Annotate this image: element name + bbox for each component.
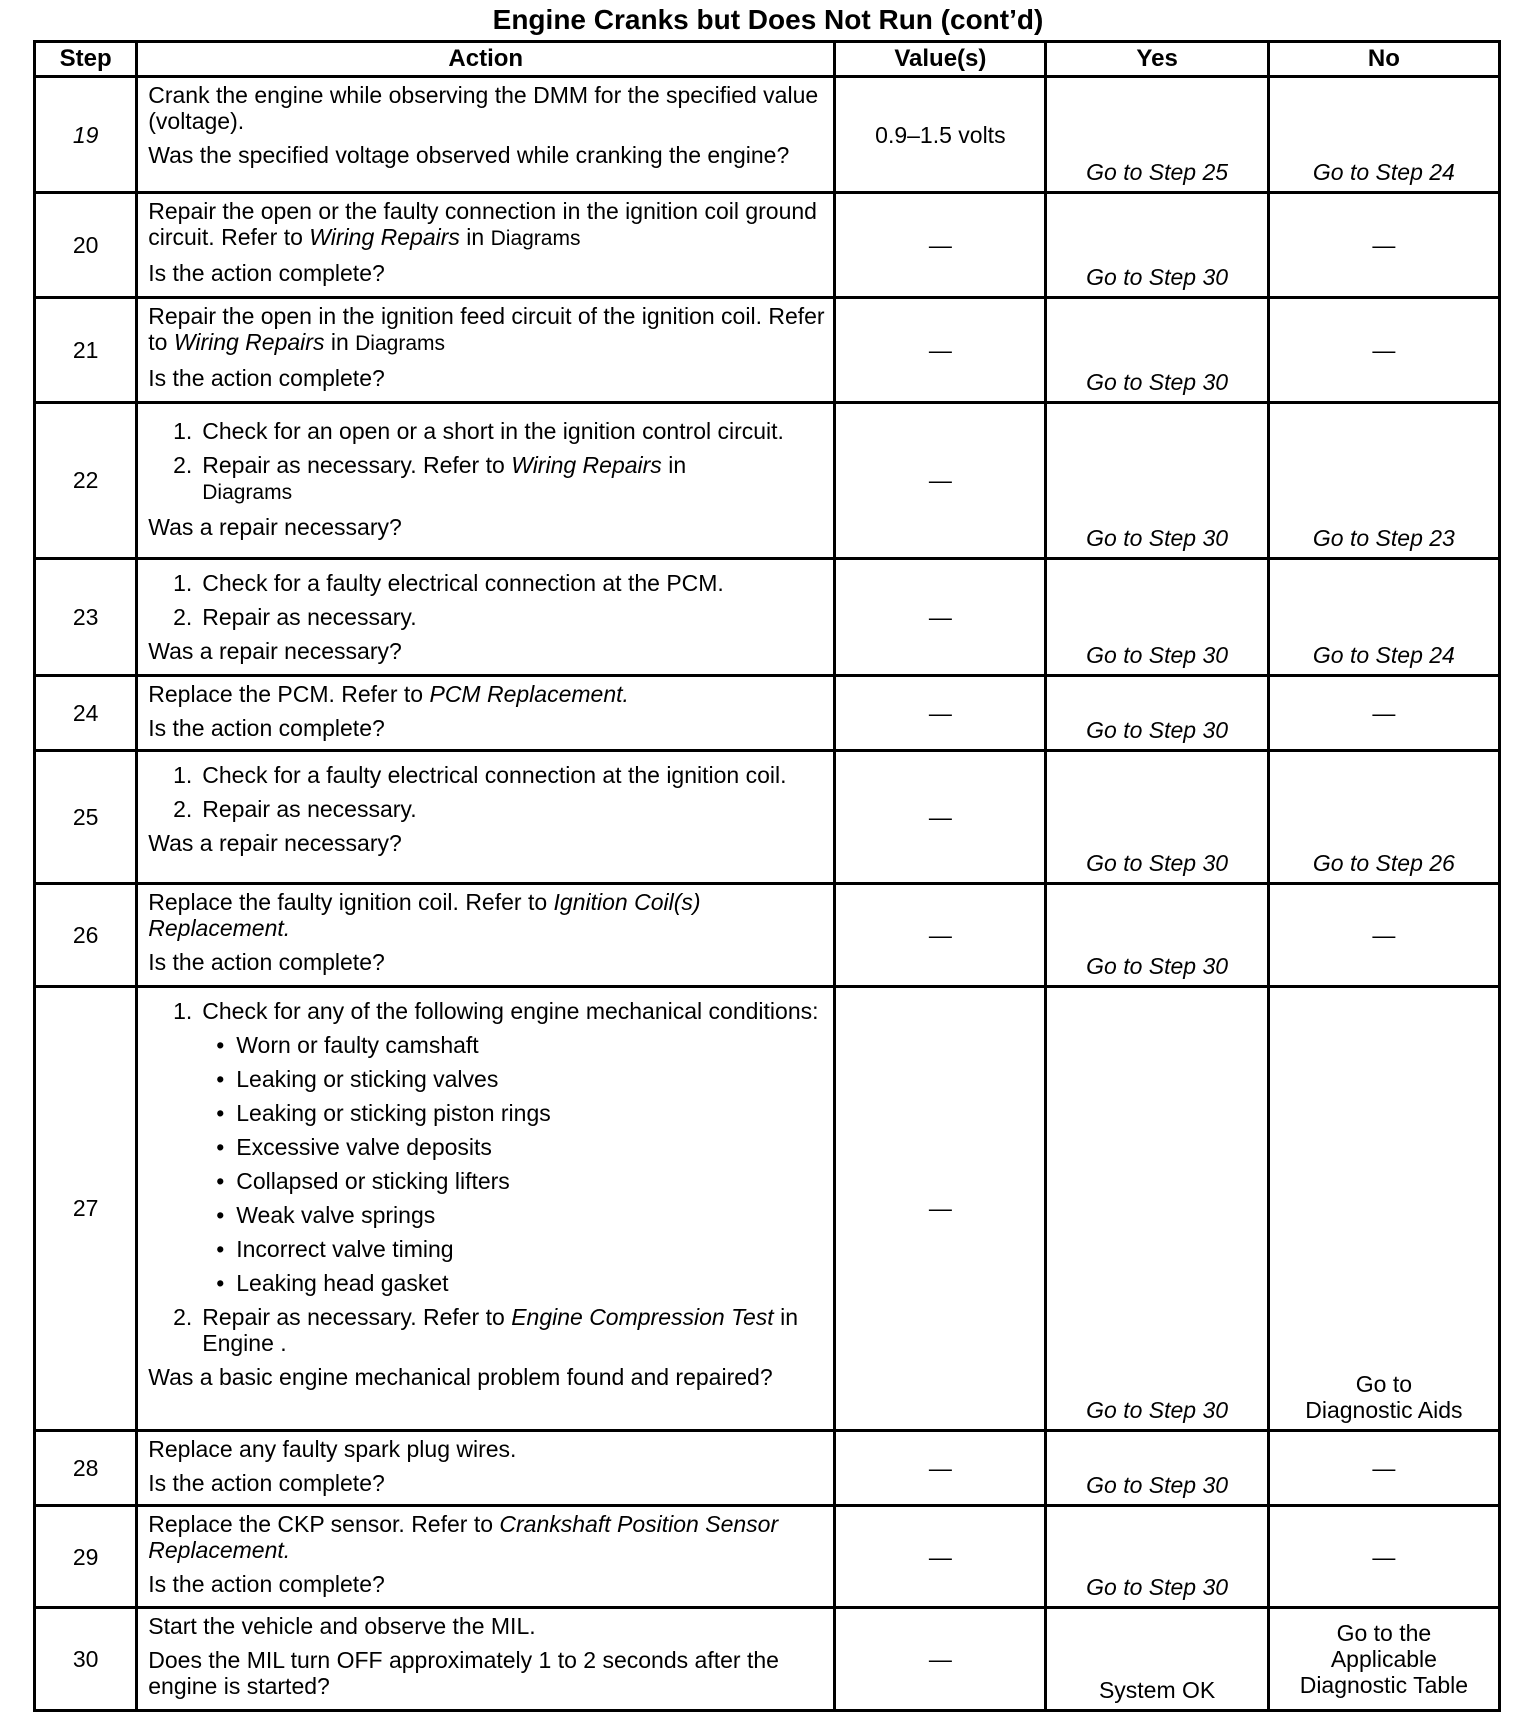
- action-cell: [137, 1608, 835, 1711]
- action-question: Is the action complete?: [148, 260, 385, 287]
- diagnostic-table: [33, 40, 1501, 1712]
- header-row: [35, 42, 1500, 77]
- no-cell: Go to Step 23: [1268, 402, 1499, 558]
- header-action: Action: [137, 42, 835, 77]
- table-row: [35, 751, 1500, 884]
- step-number: 29: [35, 1505, 137, 1608]
- bullet-item: • Leaking or sticking piston rings: [216, 1099, 551, 1126]
- numbered-item: 2. Repair as necessary.: [173, 796, 417, 823]
- table-row: [35, 297, 1500, 402]
- no-cell: —: [1268, 676, 1499, 751]
- table-row: [35, 1430, 1500, 1505]
- page-title: Engine Cranks but Does Not Run (cont’d): [492, 4, 1044, 35]
- table-row: [35, 193, 1500, 298]
- yes-cell: Go to Step 30: [1046, 676, 1268, 751]
- no-cell: —: [1268, 884, 1499, 987]
- action-question: Is the action complete?: [148, 949, 385, 976]
- bullet-item: • Leaking or sticking valves: [216, 1065, 499, 1092]
- action-question: Was a repair necessary?: [148, 830, 402, 857]
- action-question: Was the specified voltage observed while cranking the engine?: [148, 142, 790, 168]
- yes-cell: Go to Step 30: [1046, 884, 1268, 987]
- step-number: 22: [35, 402, 137, 558]
- reference-link: Wiring Repairs: [511, 451, 662, 478]
- yes-cell: Go to Step 30: [1046, 986, 1268, 1430]
- value-cell: —: [835, 676, 1046, 751]
- action-cell: [137, 558, 835, 675]
- value-cell: —: [835, 1430, 1046, 1505]
- header-yes: Yes: [1046, 42, 1268, 77]
- value-cell: 0.9–1.5 volts: [835, 77, 1046, 193]
- action-text: Replace any faulty spark plug wires.: [148, 1435, 517, 1462]
- numbered-item: 2. Repair as necessary. Refer to Engine Compression Test in Engine .: [173, 1303, 798, 1356]
- step-number: 30: [35, 1608, 137, 1711]
- step-number: 26: [35, 884, 137, 987]
- value-cell: —: [835, 986, 1046, 1430]
- no-cell: —: [1268, 297, 1499, 402]
- table-row: [35, 676, 1500, 751]
- action-cell: [137, 986, 835, 1430]
- reference-link: Engine Compression Test: [511, 1303, 774, 1330]
- yes-cell: Go to Step 30: [1046, 297, 1268, 402]
- action-cell: [137, 77, 835, 193]
- bullet-item: • Leaking head gasket: [216, 1269, 449, 1296]
- value-cell: —: [835, 1505, 1046, 1608]
- reference-link: Wiring Repairs: [309, 224, 460, 251]
- no-cell: Go to Diagnostic Aids: [1268, 986, 1499, 1430]
- no-cell: —: [1268, 193, 1499, 298]
- step-number: 25: [35, 751, 137, 884]
- numbered-item: 1. Check for any of the following engine mechanical conditions:: [173, 997, 819, 1024]
- action-text: Repair the open in the ignition feed circuit of the ignition coil. Refer to Wiring Repairs in Diagrams: [148, 302, 825, 355]
- header-no: No: [1268, 42, 1499, 77]
- step-number: 27: [35, 986, 137, 1430]
- table-row: [35, 402, 1500, 558]
- table-row: [35, 986, 1500, 1430]
- action-question: Does the MIL turn OFF approximately 1 to 2 seconds after the engine is started?: [148, 1647, 779, 1700]
- action-text: Start the vehicle and observe the MIL.: [148, 1613, 536, 1640]
- value-cell: —: [835, 558, 1046, 675]
- action-cell: [137, 676, 835, 751]
- action-question: Is the action complete?: [148, 715, 385, 742]
- value-cell: —: [835, 297, 1046, 402]
- no-cell: —: [1268, 1505, 1499, 1608]
- bullet-item: • Excessive valve deposits: [216, 1133, 492, 1160]
- yes-cell: Go to Step 30: [1046, 1430, 1268, 1505]
- bullet-item: • Incorrect valve timing: [216, 1235, 454, 1262]
- step-number: 20: [35, 193, 137, 298]
- action-cell: [137, 884, 835, 987]
- action-cell: [137, 193, 835, 298]
- value-cell: —: [835, 751, 1046, 884]
- reference-link: Wiring Repairs: [173, 328, 325, 355]
- table-row: [35, 1505, 1500, 1608]
- numbered-item: 2. Repair as necessary. Refer to Wiring Repairs in Diagrams: [173, 451, 687, 504]
- action-question: Is the action complete?: [148, 364, 385, 391]
- numbered-item: 1. Check for an open or a short in the ignition control circuit.: [173, 417, 784, 444]
- no-cell: —: [1268, 1430, 1499, 1505]
- action-text: Replace the PCM. Refer to PCM Replacement.: [148, 681, 629, 708]
- action-cell: [137, 402, 835, 558]
- header-step: Step: [35, 42, 137, 77]
- reference-link: Crankshaft Position Sensor Replacement.: [148, 1510, 779, 1563]
- no-cell: Go to the Applicable Diagnostic Table: [1268, 1608, 1499, 1711]
- numbered-item: 1. Check for a faulty electrical connection at the PCM.: [173, 569, 724, 596]
- yes-cell: Go to Step 30: [1046, 193, 1268, 298]
- numbered-item: 2. Repair as necessary.: [173, 603, 417, 630]
- yes-cell: Go to Step 30: [1046, 402, 1268, 558]
- bullet-item: • Weak valve springs: [216, 1201, 436, 1228]
- action-cell: [137, 1505, 835, 1608]
- reference-link: Ignition Coil(s) Replacement.: [148, 889, 701, 942]
- yes-cell: Go to Step 25: [1046, 77, 1268, 193]
- action-text: Repair the open or the faulty connection in the ignition coil ground circuit. Refer to Wiring Repairs in Diagrams: [148, 198, 817, 251]
- table-row: [35, 1608, 1500, 1711]
- no-cell: Go to Step 24: [1268, 77, 1499, 193]
- numbered-item: 1. Check for a faulty electrical connection at the ignition coil.: [173, 762, 787, 789]
- value-cell: —: [835, 1608, 1046, 1711]
- action-cell: [137, 1430, 835, 1505]
- action-question: Is the action complete?: [148, 1570, 385, 1597]
- bullet-item: • Collapsed or sticking lifters: [216, 1167, 510, 1194]
- value-cell: —: [835, 193, 1046, 298]
- action-question: Was a repair necessary?: [148, 513, 402, 540]
- action-text: Crank the engine while observing the DMM for the specified value (voltage).: [148, 82, 819, 134]
- value-cell: —: [835, 402, 1046, 558]
- yes-cell: System OK: [1046, 1608, 1268, 1711]
- table-row: [35, 77, 1500, 193]
- step-number: 19: [35, 77, 137, 193]
- action-question: Is the action complete?: [148, 1469, 385, 1496]
- no-cell: Go to Step 26: [1268, 751, 1499, 884]
- step-number: 28: [35, 1430, 137, 1505]
- action-cell: [137, 751, 835, 884]
- no-cell: Go to Step 24: [1268, 558, 1499, 675]
- step-number: 21: [35, 297, 137, 402]
- action-text: Replace the faulty ignition coil. Refer to Ignition Coil(s) Replacement.: [148, 889, 701, 942]
- action-text: Replace the CKP sensor. Refer to Crankshaft Position Sensor Replacement.: [148, 1510, 779, 1563]
- table-row: [35, 884, 1500, 987]
- action-question: Was a repair necessary?: [148, 637, 402, 664]
- bullet-item: • Worn or faulty camshaft: [216, 1031, 479, 1058]
- action-cell: [137, 297, 835, 402]
- action-question: Was a basic engine mechanical problem found and repaired?: [148, 1363, 773, 1390]
- step-number: 24: [35, 676, 137, 751]
- header-values: Value(s): [835, 42, 1046, 77]
- yes-cell: Go to Step 30: [1046, 1505, 1268, 1608]
- step-number: 23: [35, 558, 137, 675]
- table-row: [35, 558, 1500, 675]
- yes-cell: Go to Step 30: [1046, 558, 1268, 675]
- reference-link: PCM Replacement.: [429, 681, 629, 708]
- yes-cell: Go to Step 30: [1046, 751, 1268, 884]
- value-cell: —: [835, 884, 1046, 987]
